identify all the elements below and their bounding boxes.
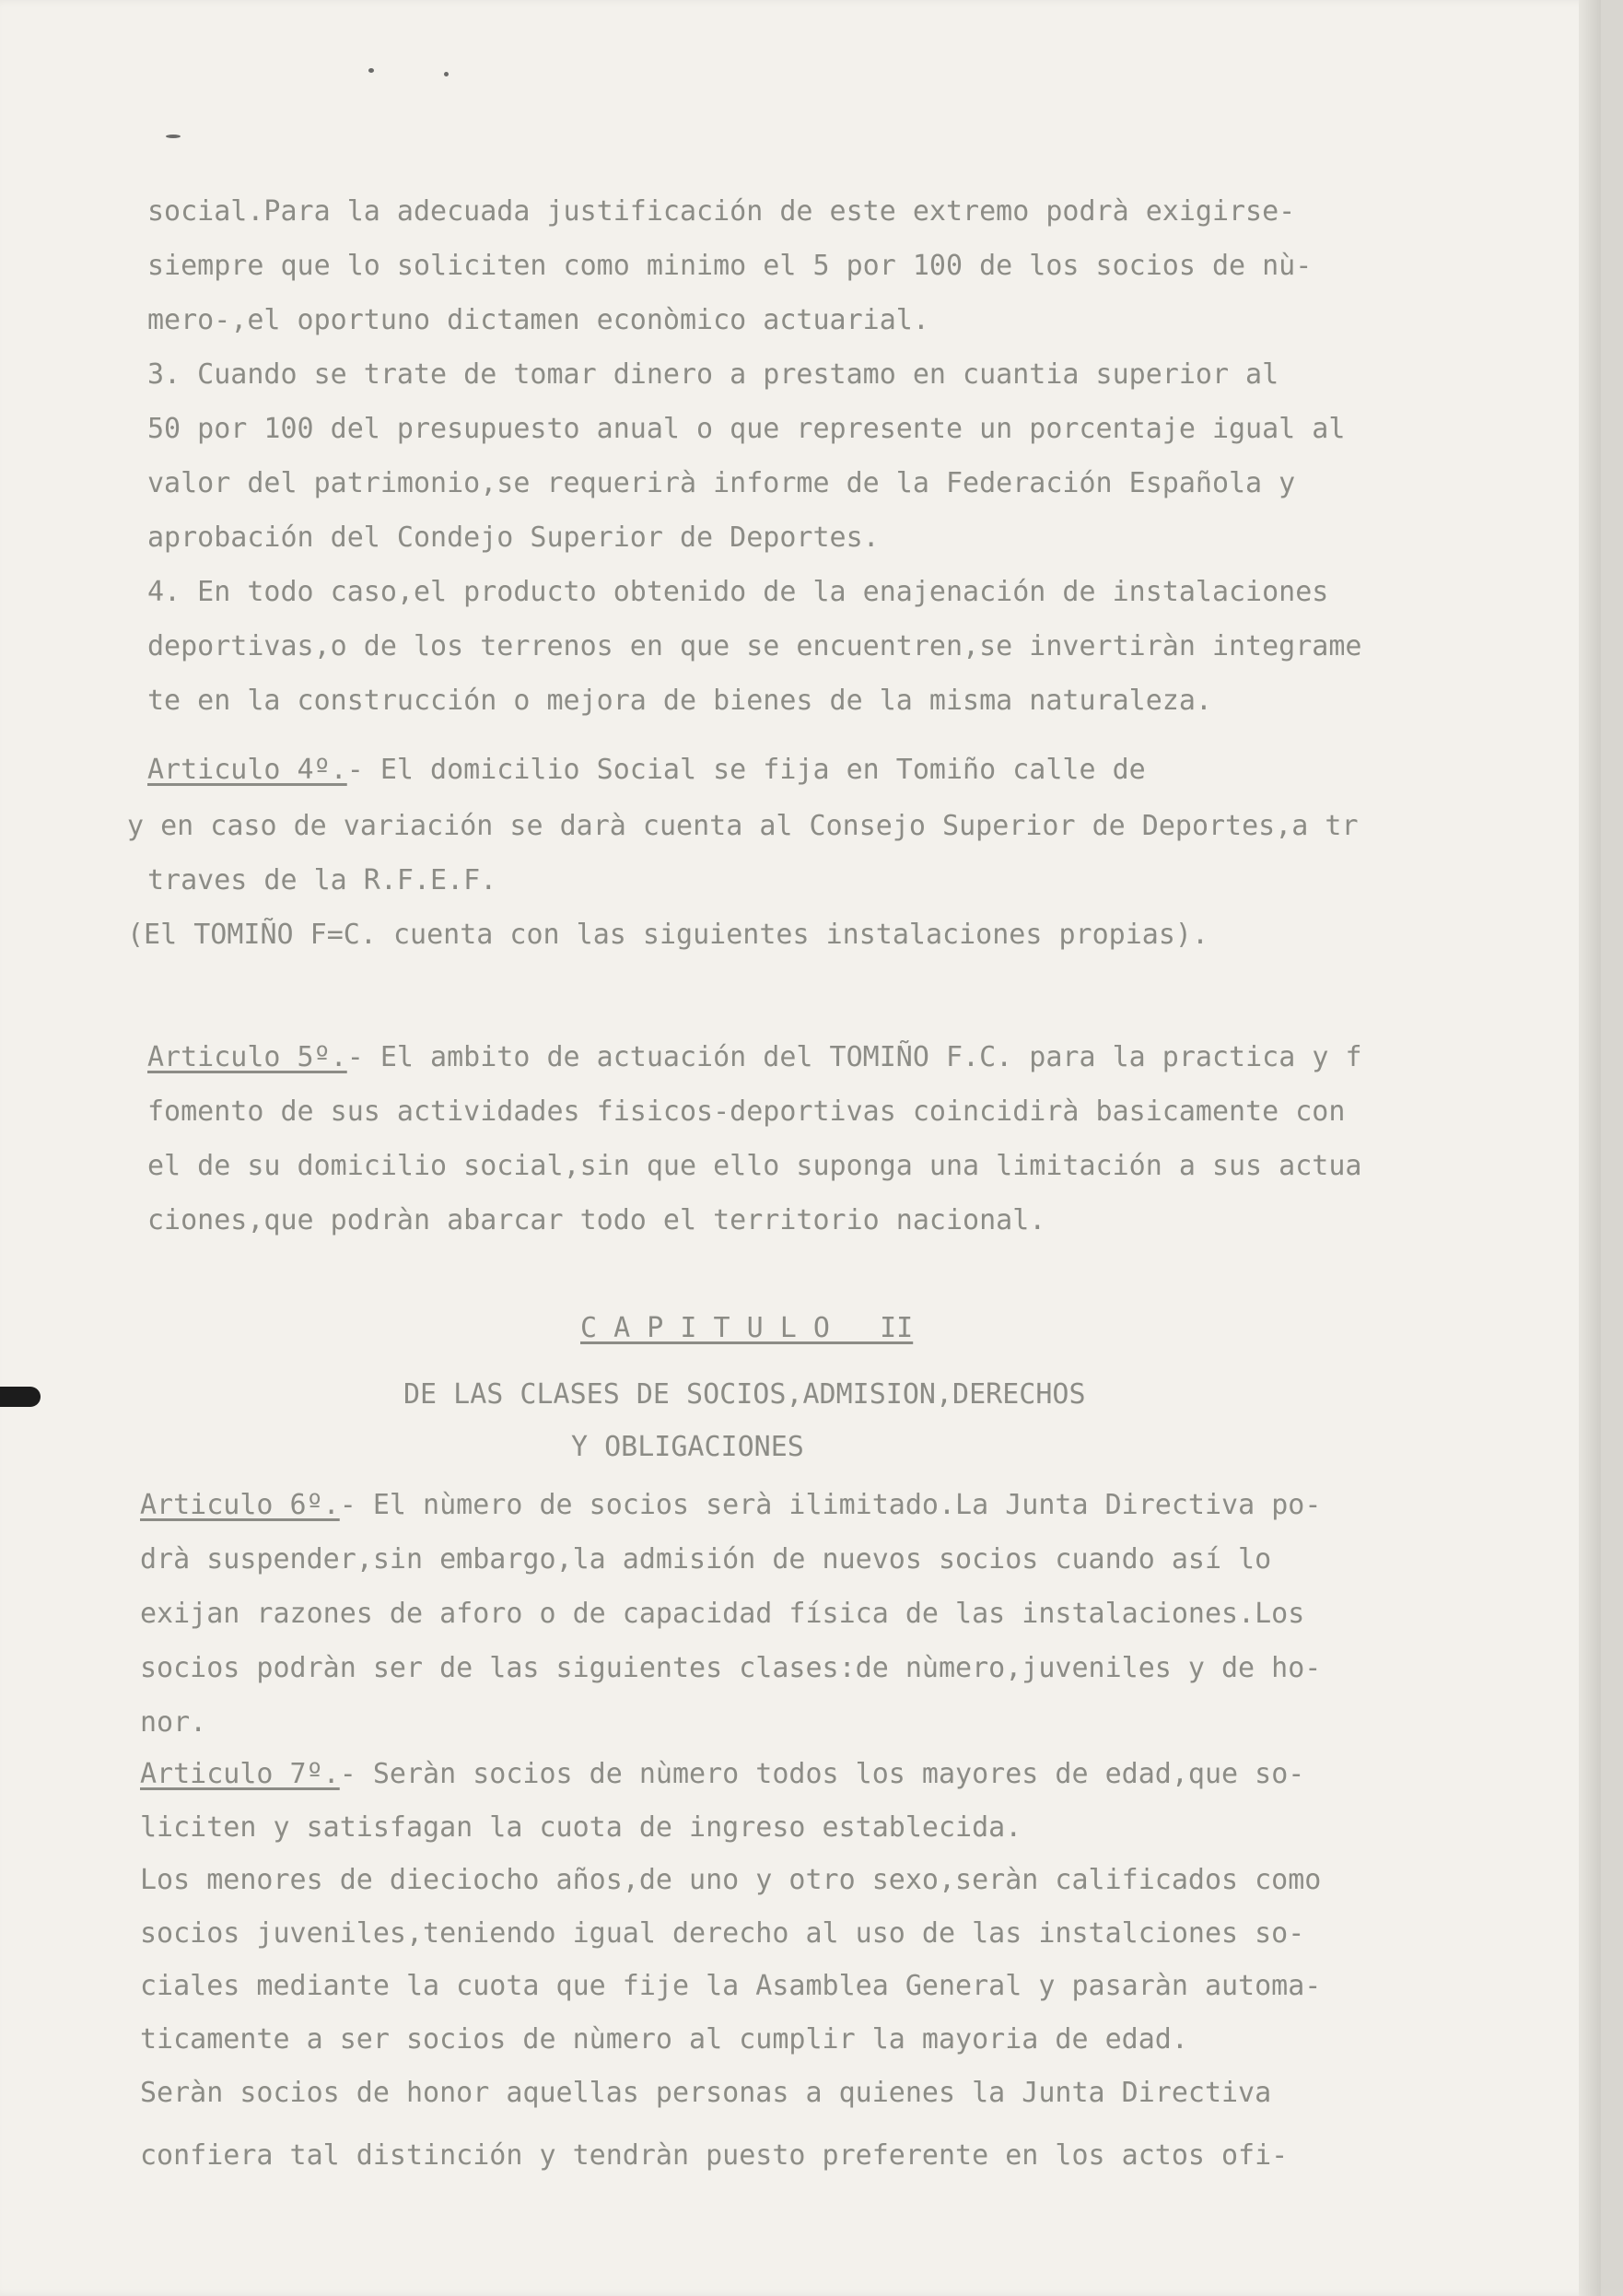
article-6-text: - El nùmero de socios serà ilimitado.La Junta Directiva po- xyxy=(339,1489,1322,1521)
text-line: ciales mediante la cuota que fije la Asamblea General y pasaràn automa- xyxy=(140,1970,1322,2002)
article-7-first-line xyxy=(140,1758,1304,1790)
article-7-text: - Seràn socios de nùmero todos los mayores de edad,que so- xyxy=(339,1758,1305,1790)
text-line: Seràn socios de honor aquellas personas a quienes la Junta Directiva xyxy=(140,2077,1272,2109)
page-edge-shadow xyxy=(1579,0,1601,2296)
text-line: 4. En todo caso,el producto obtenido de la enajenación de instalaciones xyxy=(147,576,1329,608)
text-line: valor del patrimonio,se requerirà informe de la Federación Española y xyxy=(147,467,1296,499)
text-line: 3. Cuando se trate de tomar dinero a prestamo en cuantia superior al xyxy=(147,358,1279,391)
text-line: ciones,que podràn abarcar todo el territorio nacional. xyxy=(147,1204,1046,1236)
text-line: siempre que lo soliciten como minimo el 5 por 100 de los socios de nù- xyxy=(147,250,1313,282)
text-line: nor. xyxy=(140,1706,207,1739)
chapter-subtitle: Y OBLIGACIONES xyxy=(571,1431,804,1463)
article-7-heading: Articulo 7º. xyxy=(140,1758,340,1790)
text-line: socios podràn ser de las siguientes clases:de nùmero,juveniles y de ho- xyxy=(140,1652,1322,1684)
chapter-title: C A P I T U L O II xyxy=(580,1312,914,1344)
chapter-subtitle: DE LAS CLASES DE SOCIOS,ADMISION,DERECHOS xyxy=(403,1378,1086,1411)
text-line: 50 por 100 del presupuesto anual o que represente un porcentaje igual al xyxy=(147,413,1346,445)
text-line: y en caso de variación se darà cuenta al Consejo Superior de Deportes,a tr xyxy=(127,810,1359,842)
text-line: mero-,el oportuno dictamen econòmico actuarial. xyxy=(147,304,929,336)
article-5-first-line xyxy=(147,1041,1362,1073)
text-line: (El TOMIÑO F=C. cuenta con las siguientes instalaciones propias). xyxy=(127,919,1208,951)
article-4-heading: Articulo 4º. xyxy=(147,754,347,786)
article-4-text: - El domicilio Social se fija en Tomiño calle de xyxy=(346,754,1146,786)
text-line: deportivas,o de los terrenos en que se encuentren,se invertiràn integrame xyxy=(147,630,1362,662)
article-6-heading: Articulo 6º. xyxy=(140,1489,340,1521)
text-line: fomento de sus actividades fisicos-deportivas coincidirà basicamente con xyxy=(147,1095,1346,1128)
text-line: aprobación del Condejo Superior de Deportes. xyxy=(147,521,880,554)
ink-speck xyxy=(444,72,449,76)
text-line: traves de la R.F.E.F. xyxy=(147,864,497,896)
text-line: ticamente a ser socios de nùmero al cumplir la mayoria de edad. xyxy=(140,2023,1188,2056)
article-6-first-line xyxy=(140,1489,1321,1521)
text-line: socios juveniles,teniendo igual derecho al uso de las instalciones so- xyxy=(140,1917,1305,1950)
article-5-heading: Articulo 5º. xyxy=(147,1041,347,1073)
text-line: exijan razones de aforo o de capacidad física de las instalaciones.Los xyxy=(140,1598,1305,1630)
ink-speck xyxy=(368,68,374,73)
text-line: te en la construcción o mejora de bienes de la misma naturaleza. xyxy=(147,685,1212,717)
text-line: liciten y satisfagan la cuota de ingreso establecida. xyxy=(140,1811,1022,1844)
ink-speck xyxy=(166,135,181,138)
text-line: el de su domicilio social,sin que ello suponga una limitación a sus actua xyxy=(147,1150,1362,1182)
text-line: social.Para la adecuada justificación de este extremo podrà exigirse- xyxy=(147,195,1296,228)
article-5-text: - El ambito de actuación del TOMIÑO F.C. para la practica y f xyxy=(346,1041,1362,1073)
text-line: confiera tal distinción y tendràn puesto preferente en los actos ofi- xyxy=(140,2139,1289,2172)
text-line: drà suspender,sin embargo,la admisión de nuevos socios cuando así lo xyxy=(140,1543,1272,1576)
article-4-first-line xyxy=(147,754,1146,786)
text-line: Los menores de dieciocho años,de uno y otro sexo,seràn calificados como xyxy=(140,1864,1322,1896)
